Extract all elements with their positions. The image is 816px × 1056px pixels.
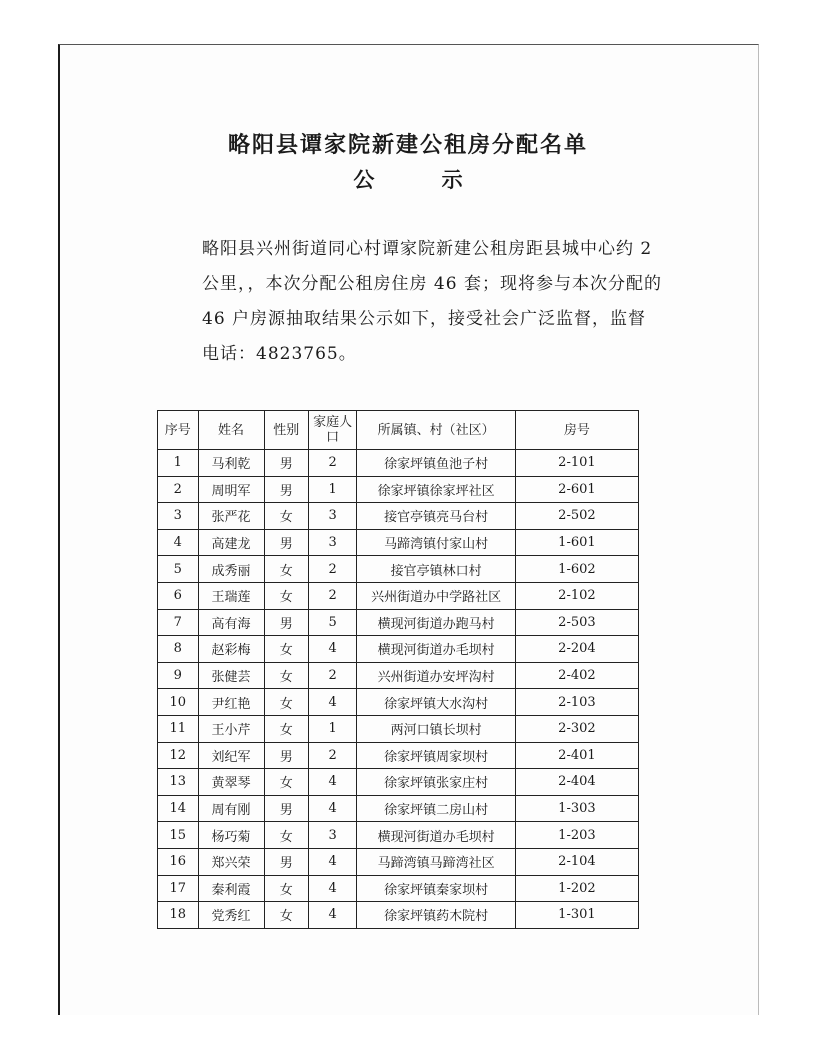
cell-location: 徐家坪镇徐家坪社区 (357, 476, 516, 503)
cell-room: 1-202 (515, 875, 638, 902)
header-name: 姓名 (198, 411, 264, 450)
cell-room: 2-102 (515, 582, 638, 609)
cell-family: 4 (308, 795, 356, 822)
table-row (158, 556, 639, 583)
cell-name: 杨巧菊 (198, 822, 264, 849)
cell-family: 4 (308, 689, 356, 716)
cell-location: 徐家坪镇二房山村 (357, 795, 516, 822)
cell-family: 2 (308, 556, 356, 583)
cell-no: 13 (158, 769, 199, 796)
table-row (158, 742, 639, 769)
cell-no: 12 (158, 742, 199, 769)
cell-family: 4 (308, 848, 356, 875)
cell-location: 两河口镇长坝村 (357, 715, 516, 742)
cell-room: 2-601 (515, 476, 638, 503)
cell-gender: 男 (264, 848, 308, 875)
table-row (158, 582, 639, 609)
table-row (158, 503, 639, 530)
cell-name: 黄翠琴 (198, 769, 264, 796)
cell-location: 兴州街道办安坪沟村 (357, 662, 516, 689)
cell-no: 9 (158, 662, 199, 689)
cell-room: 1-303 (515, 795, 638, 822)
cell-name: 张健芸 (198, 662, 264, 689)
cell-gender: 女 (264, 715, 308, 742)
cell-family: 4 (308, 636, 356, 663)
cell-room: 2-204 (515, 636, 638, 663)
cell-room: 1-301 (515, 902, 638, 929)
cell-family: 2 (308, 742, 356, 769)
cell-location: 接官亭镇林口村 (357, 556, 516, 583)
cell-family: 4 (308, 769, 356, 796)
cell-gender: 男 (264, 795, 308, 822)
cell-location: 徐家坪镇张家庄村 (357, 769, 516, 796)
document-title: 略阳县谭家院新建公租房分配名单 (227, 132, 588, 158)
cell-gender: 女 (264, 503, 308, 530)
header-family: 家庭人口 (308, 411, 356, 450)
cell-location: 接官亭镇亮马台村 (357, 503, 516, 530)
header-location: 所属镇、村（社区） (357, 411, 516, 450)
cell-room: 2-503 (515, 609, 638, 636)
cell-no: 3 (158, 503, 199, 530)
cell-name: 周明军 (198, 476, 264, 503)
cell-gender: 女 (264, 822, 308, 849)
cell-no: 15 (158, 822, 199, 849)
table-row (158, 529, 639, 556)
document-subtitle: 公 示 (353, 167, 463, 192)
cell-location: 徐家坪镇周家坝村 (357, 742, 516, 769)
cell-room: 2-101 (515, 450, 638, 477)
cell-no: 18 (158, 902, 199, 929)
cell-no: 4 (158, 529, 199, 556)
cell-gender: 男 (264, 609, 308, 636)
table-row (158, 848, 639, 875)
cell-no: 10 (158, 689, 199, 716)
header-no: 序号 (158, 411, 199, 450)
table-body (158, 450, 639, 929)
cell-gender: 女 (264, 769, 308, 796)
cell-family: 5 (308, 609, 356, 636)
cell-name: 周有刚 (198, 795, 264, 822)
table-row (158, 689, 639, 716)
header-gender: 性别 (264, 411, 308, 450)
cell-family: 2 (308, 662, 356, 689)
cell-name: 高有海 (198, 609, 264, 636)
cell-location: 徐家坪镇鱼池子村 (357, 450, 516, 477)
cell-gender: 女 (264, 902, 308, 929)
table-row (158, 769, 639, 796)
table-row (158, 662, 639, 689)
cell-room: 2-502 (515, 503, 638, 530)
cell-room: 2-404 (515, 769, 638, 796)
cell-gender: 女 (264, 636, 308, 663)
cell-no: 17 (158, 875, 199, 902)
notice-paragraph: 略阳县兴州街道同心村谭家院新建公租房距县城中心约 2 公里，，本次分配公租房住房 46 套；现将参与本次分配的 46 户房源抽取结果公示如下，接受社会广泛监督，监督电话：4823765。 (202, 239, 662, 364)
header-room: 房号 (515, 411, 638, 450)
cell-gender: 女 (264, 662, 308, 689)
cell-no: 7 (158, 609, 199, 636)
cell-no: 6 (158, 582, 199, 609)
cell-no: 2 (158, 476, 199, 503)
cell-name: 郑兴荣 (198, 848, 264, 875)
table-row (158, 902, 639, 929)
cell-family: 2 (308, 582, 356, 609)
cell-room: 2-401 (515, 742, 638, 769)
cell-family: 1 (308, 476, 356, 503)
cell-location: 横现河街道办毛坝村 (357, 636, 516, 663)
cell-name: 党秀红 (198, 902, 264, 929)
cell-name: 张严花 (198, 503, 264, 530)
cell-location: 徐家坪镇大水沟村 (357, 689, 516, 716)
cell-name: 高建龙 (198, 529, 264, 556)
cell-name: 成秀丽 (198, 556, 264, 583)
cell-name: 尹红艳 (198, 689, 264, 716)
cell-no: 1 (158, 450, 199, 477)
cell-family: 1 (308, 715, 356, 742)
table-row (158, 875, 639, 902)
cell-family: 2 (308, 450, 356, 477)
cell-gender: 女 (264, 875, 308, 902)
table-row (158, 636, 639, 663)
cell-family: 3 (308, 529, 356, 556)
cell-gender: 男 (264, 742, 308, 769)
cell-gender: 女 (264, 582, 308, 609)
cell-no: 5 (158, 556, 199, 583)
cell-location: 横现河街道办毛坝村 (357, 822, 516, 849)
table-header (158, 411, 639, 450)
cell-no: 14 (158, 795, 199, 822)
cell-location: 马蹄湾镇付家山村 (357, 529, 516, 556)
cell-gender: 男 (264, 476, 308, 503)
cell-name: 秦利霞 (198, 875, 264, 902)
table-row (158, 715, 639, 742)
cell-gender: 男 (264, 450, 308, 477)
cell-gender: 女 (264, 556, 308, 583)
cell-gender: 男 (264, 529, 308, 556)
table-row (158, 609, 639, 636)
allocation-table (157, 410, 639, 929)
cell-room: 2-302 (515, 715, 638, 742)
cell-room: 2-103 (515, 689, 638, 716)
cell-location: 兴州街道办中学路社区 (357, 582, 516, 609)
cell-name: 马利乾 (198, 450, 264, 477)
cell-name: 赵彩梅 (198, 636, 264, 663)
table-row (158, 476, 639, 503)
cell-location: 徐家坪镇药木院村 (357, 902, 516, 929)
cell-family: 4 (308, 902, 356, 929)
cell-no: 16 (158, 848, 199, 875)
cell-gender: 女 (264, 689, 308, 716)
cell-location: 徐家坪镇秦家坝村 (357, 875, 516, 902)
cell-family: 3 (308, 822, 356, 849)
table-row (158, 450, 639, 477)
cell-family: 4 (308, 875, 356, 902)
cell-room: 1-601 (515, 529, 638, 556)
cell-room: 1-602 (515, 556, 638, 583)
table-row (158, 822, 639, 849)
table-row (158, 795, 639, 822)
cell-name: 王小芹 (198, 715, 264, 742)
cell-family: 3 (308, 503, 356, 530)
cell-room: 2-402 (515, 662, 638, 689)
cell-no: 11 (158, 715, 199, 742)
cell-no: 8 (158, 636, 199, 663)
cell-name: 刘纪军 (198, 742, 264, 769)
cell-location: 马蹄湾镇马蹄湾社区 (357, 848, 516, 875)
cell-location: 横现河街道办跑马村 (357, 609, 516, 636)
cell-room: 2-104 (515, 848, 638, 875)
cell-room: 1-203 (515, 822, 638, 849)
cell-name: 王瑞莲 (198, 582, 264, 609)
